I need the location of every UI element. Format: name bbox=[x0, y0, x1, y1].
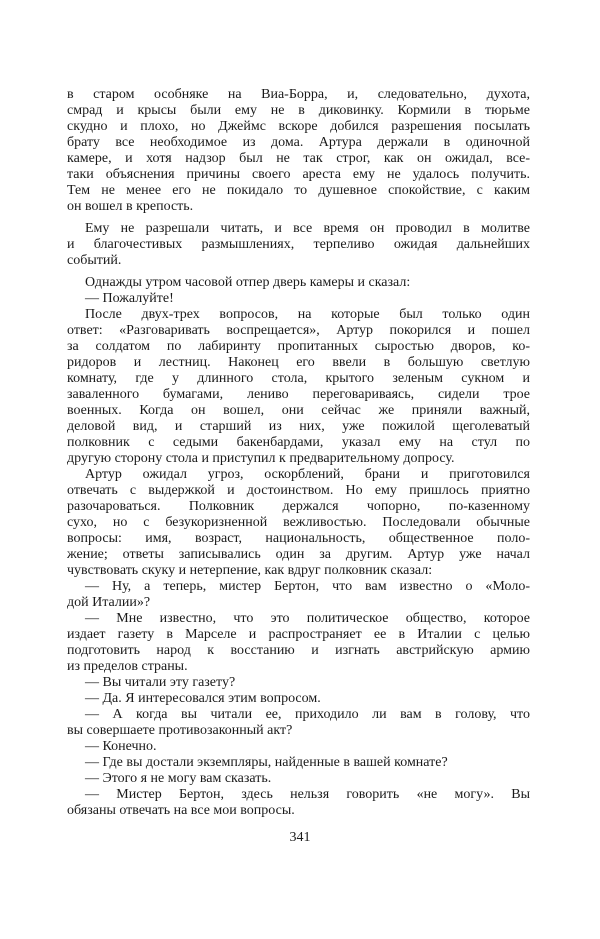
paragraph bbox=[67, 755, 530, 771]
text-line: таки объяснения причины своего ареста ему не удалось получить. bbox=[67, 167, 530, 182]
text-line: — Конечно. bbox=[85, 739, 157, 754]
text-line: чувствовать скуку и нетерпение, как вдруг полковник сказал: bbox=[67, 563, 433, 578]
text-line: за солдатом по лабиринту пропитанных сыростью дворов, ко- bbox=[67, 339, 530, 354]
text-line: из пределов страны. bbox=[67, 659, 188, 674]
text-line: вы совершаете противозаконный акт? bbox=[67, 723, 293, 738]
paragraph bbox=[67, 467, 530, 579]
text-line: деловой вид, и старший из них, уже пожилой щеголеватый bbox=[67, 419, 530, 434]
text-line: ридоров и лестниц. Наконец его ввели в большую светлую bbox=[67, 355, 530, 370]
text-line: обязаны отвечать на все мои вопросы. bbox=[67, 803, 295, 818]
text-line: Артур ожидал угроз, оскорблений, брани и приготовился bbox=[85, 467, 530, 482]
text-line: отвечать с выдержкой и достоинством. Но ему пришлось приятно bbox=[67, 483, 530, 498]
paragraph bbox=[67, 739, 530, 755]
text-line: — Пожалуйте! bbox=[85, 291, 174, 306]
text-line: — Мне известно, что это политическое общество, которое bbox=[85, 611, 530, 626]
text-line: скудно и плохо, но Джеймс вскоре добился разрешения посылать bbox=[67, 119, 530, 134]
text-line: — Этого я не могу вам сказать. bbox=[85, 771, 272, 786]
book-page-text bbox=[67, 87, 530, 819]
paragraph bbox=[67, 291, 530, 307]
text-line: ответ: «Разговаривать воспрещается», Артур покорился и пошел bbox=[67, 323, 530, 338]
page-number: 341 bbox=[289, 830, 311, 845]
paragraph bbox=[67, 611, 530, 675]
text-line: — Мистер Бертон, здесь нельзя говорить «не могу». Вы bbox=[85, 787, 530, 802]
text-line: полковник с седыми бакенбардами, указал ему на стул по bbox=[67, 435, 530, 450]
text-line: брату все необходимое из дома. Артура держали в одиночной bbox=[67, 135, 530, 150]
text-line: Ему не разрешали читать, и все время он проводил в молитве bbox=[85, 221, 530, 236]
text-line: вопросы: имя, возраст, национальность, общественное поло- bbox=[67, 531, 530, 546]
text-line: событий. bbox=[67, 253, 122, 268]
paragraph bbox=[67, 275, 530, 291]
paragraph bbox=[67, 675, 530, 691]
text-line: После двух-трех вопросов, на которые был только один bbox=[85, 307, 530, 322]
text-line: Тем не менее его не покидало то душевное спокойствие, с каким bbox=[67, 183, 530, 198]
text-line: камере, и хотя надзор был не так строг, как он ожидал, все- bbox=[67, 151, 530, 166]
text-line: подготовить народ к восстанию и изгнать австрийскую армию bbox=[67, 643, 530, 658]
text-line: другую сторону стола и приступил к предварительному допросу. bbox=[67, 451, 455, 466]
text-line: в старом особняке на Виа-Борра, и, следовательно, духота, bbox=[67, 87, 530, 102]
text-line: военных. Когда он вошел, они сейчас же приняли важный, bbox=[67, 403, 530, 418]
paragraph bbox=[67, 87, 530, 215]
text-line: дой Италии»? bbox=[67, 595, 151, 610]
paragraph bbox=[67, 221, 530, 269]
paragraph bbox=[67, 707, 530, 739]
text-line: — Вы читали эту газету? bbox=[85, 675, 236, 690]
text-line: — Да. Я интересовался этим вопросом. bbox=[85, 691, 321, 706]
text-line: и благочестивых размышлениях, терпеливо ожидая дальнейших bbox=[67, 237, 530, 252]
text-line: Однажды утром часовой отпер дверь камеры и сказал: bbox=[85, 275, 411, 290]
text-line: заваленного бумагами, лениво переговариваясь, сидели трое bbox=[67, 387, 530, 402]
text-line: разочароваться. Полковник держался чопорно, по-казенному bbox=[67, 499, 530, 514]
paragraph bbox=[67, 787, 530, 819]
text-line: — Где вы достали экземпляры, найденные в вашей комнате? bbox=[85, 755, 448, 770]
paragraph bbox=[67, 771, 530, 787]
paragraph bbox=[67, 691, 530, 707]
paragraph bbox=[67, 579, 530, 611]
text-line: смрад и крысы были ему не в диковинку. Кормили в тюрьме bbox=[67, 103, 530, 118]
paragraph bbox=[67, 307, 530, 467]
text-line: — Ну, а теперь, мистер Бертон, что вам известно о «Моло- bbox=[85, 579, 530, 594]
text-line: он вошел в крепость. bbox=[67, 199, 194, 214]
text-line: — А когда вы читали ее, приходило ли вам в голову, что bbox=[85, 707, 530, 722]
text-line: жение; ответы записывались один за другим. Артур уже начал bbox=[67, 547, 530, 562]
text-line: издает газету в Марселе и распространяет ее в Италии с целью bbox=[67, 627, 530, 642]
text-line: комнату, где у длинного стола, крытого зеленым сукном и bbox=[67, 371, 530, 386]
text-line: сухо, но с безукоризненной вежливостью. Последовали обычные bbox=[67, 515, 530, 530]
